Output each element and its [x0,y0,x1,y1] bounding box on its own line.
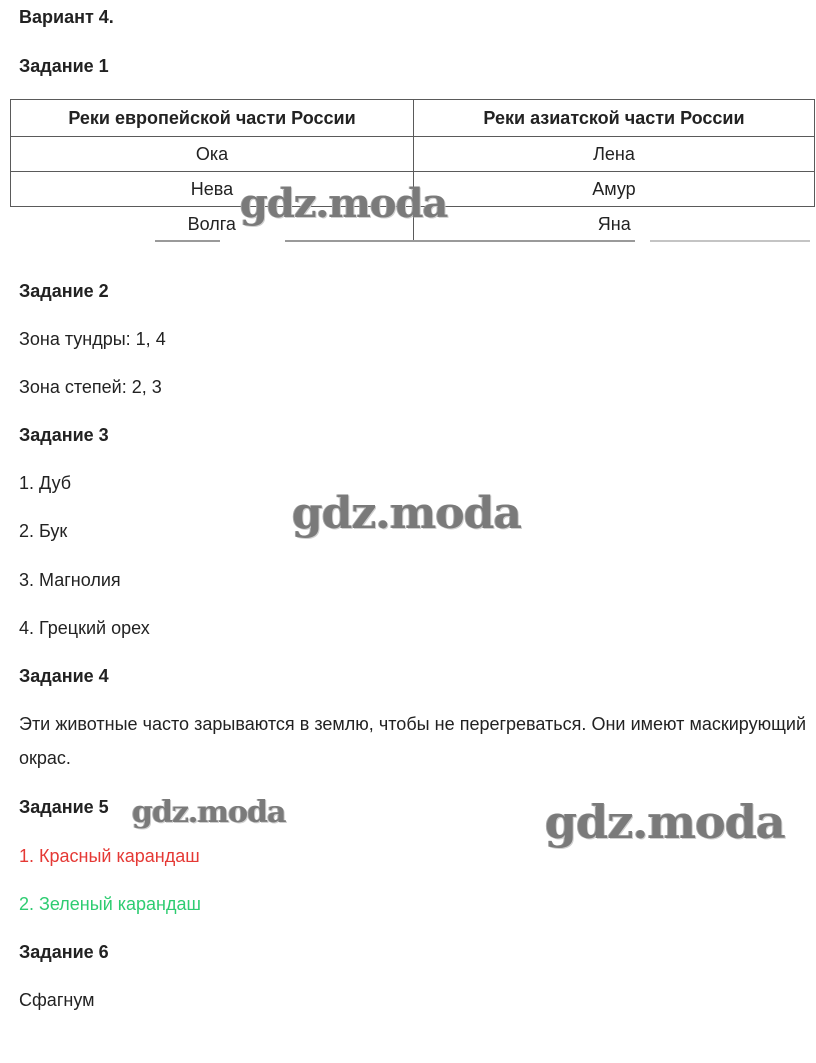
task3-item: 4. Грецкий орех [19,618,150,638]
task6-heading: Задание 6 [19,942,109,962]
table-cell: Нева [11,172,414,207]
table-header-row [11,100,815,137]
task5-item-red: 1. Красный карандаш [19,846,200,866]
watermark: gdz.moda [132,795,286,830]
table-cell: Амур [414,172,815,207]
table-header-asian: Реки азиатской части России [414,100,815,137]
table-header-european: Реки европейской части России [11,100,414,137]
task3-heading: Задание 3 [19,425,109,445]
table-cell: Лена [414,137,815,172]
table-torn-edge-right [650,240,810,242]
task4-text: Эти животные часто зарываются в землю, чтобы не перегреваться. Они имеют маскирующий окрас. [19,714,806,768]
variant-title: Вариант 4. [19,7,114,27]
table-row [11,137,815,172]
task1-heading: Задание 1 [19,56,109,76]
task6-answer: Сфагнум [19,990,95,1010]
task2-line-tundra: Зона тундры: 1, 4 [19,329,166,349]
table-torn-edge-left [155,240,220,242]
task3-item: 1. Дуб [19,473,72,493]
task3-item: 2. Бук [19,521,68,541]
task5-heading: Задание 5 [19,797,109,817]
watermark: gdz.moda [545,795,785,849]
task5-item-green: 2. Зеленый карандаш [19,894,201,914]
task2-heading: Задание 2 [19,281,109,301]
table-cell: Волга [11,207,414,242]
watermark: gdz.moda [240,180,448,227]
task4-heading: Задание 4 [19,666,109,686]
watermark: gdz.moda [292,488,522,539]
table-cell: Ока [11,137,414,172]
task3-item: 3. Магнолия [19,570,121,590]
task2-line-steppe: Зона степей: 2, 3 [19,377,162,397]
table-torn-edge-mid [285,240,635,242]
table-cell: Яна [414,207,815,242]
